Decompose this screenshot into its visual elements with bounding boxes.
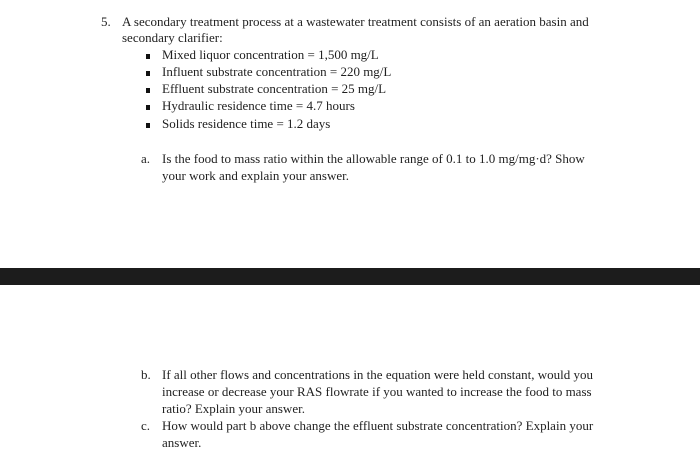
part-c-line1: How would part b above change the effluent substrate concentration? Explain your <box>162 418 594 433</box>
part-b-line2: increase or decrease your RAS flowrate if you wanted to increase the food to mass <box>162 384 592 399</box>
bullet-text: Mixed liquor concentration = 1,500 mg/L <box>162 47 379 62</box>
bullet-text: Effluent substrate concentration = 25 mg/L <box>162 81 387 96</box>
part-a-line1: Is the food to mass ratio within the allowable range of 0.1 to 1.0 mg/mg·d? Show <box>162 151 585 166</box>
page-divider-bar <box>0 268 700 285</box>
problem-intro-line1: A secondary treatment process at a wastewater treatment consists of an aeration basin and <box>122 14 589 29</box>
bullet-icon <box>146 88 150 93</box>
part-a-line2: your work and explain your answer. <box>162 168 350 183</box>
part-b-line1: If all other flows and concentrations in the equation were held constant, would you <box>162 367 594 382</box>
bullet-text: Hydraulic residence time = 4.7 hours <box>162 98 355 113</box>
bullet-icon <box>146 71 150 76</box>
bullet-icon <box>146 105 150 110</box>
part-b-label: b. <box>141 367 151 382</box>
part-c-line2: answer. <box>162 435 202 450</box>
bullet-text: Influent substrate concentration = 220 mg/L <box>162 64 392 79</box>
problem-intro-line2: secondary clarifier: <box>122 30 223 45</box>
bullet-icon <box>146 54 150 59</box>
part-b-line3: ratio? Explain your answer. <box>162 401 305 416</box>
bullet-icon <box>146 123 150 128</box>
part-c-label: c. <box>141 418 151 433</box>
bullet-text: Solids residence time = 1.2 days <box>162 116 331 131</box>
part-a-label: a. <box>141 151 151 166</box>
problem-number: 5. <box>101 14 111 29</box>
